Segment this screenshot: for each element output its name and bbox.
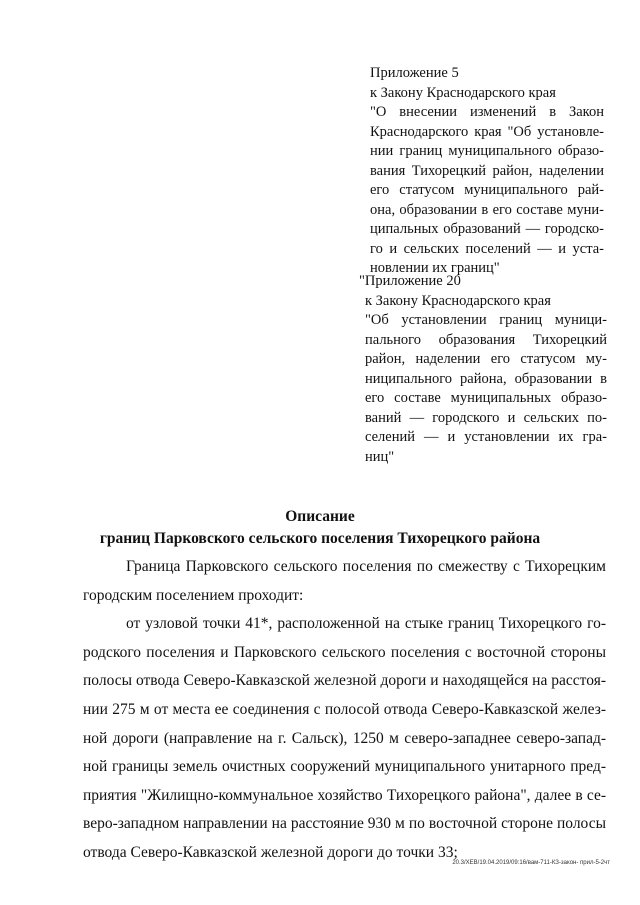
document-title bbox=[0, 506, 640, 550]
paragraph-line: ной границы земель очистных сооружений муниципального унитарного пред- bbox=[83, 758, 606, 776]
paragraph-line: от узловой точки 41*, расположенной на стыке границ Тихорецкого го- bbox=[126, 615, 606, 633]
appendix-20-line: к Закону Краснодарского края bbox=[365, 292, 551, 309]
paragraph-line: приятия "Жилищно-коммунальное хозяйство Тихорецкого района", далее в се- bbox=[83, 786, 606, 804]
appendix-5-header bbox=[370, 64, 604, 279]
appendix-20-line: его составе муниципальных образо- bbox=[365, 390, 607, 406]
appendix-20-line: селений — и установлении их гра- bbox=[365, 429, 607, 445]
document-body bbox=[83, 553, 606, 868]
title-line-2: границ Парковского сельского поселения Тихорецкого района bbox=[99, 530, 541, 547]
appendix-5-line: новлении их границ" bbox=[370, 260, 500, 276]
appendix-5-line: она, образовании в его составе муни- bbox=[370, 201, 604, 218]
paragraph-line: городским поселением проходит: bbox=[83, 586, 304, 604]
appendix-5-line: го и сельских поселений — и уста- bbox=[370, 240, 604, 257]
appendix-5-line: его статусом муниципального рай- bbox=[370, 182, 604, 198]
appendix-5-line: к Закону Краснодарского края bbox=[370, 84, 556, 101]
appendix-5-line: вания Тихорецкий район, наделении bbox=[370, 162, 604, 179]
appendix-5-line: "О внесении изменений в Закон bbox=[370, 104, 604, 120]
title-line-1: Описание bbox=[285, 508, 355, 525]
appendix-20-line: район, наделении его статусом му- bbox=[365, 351, 607, 367]
appendix-5-line: Краснодарского края "Об установле- bbox=[370, 123, 604, 140]
paragraph-line: отвода Северо-Кавказской железной дороги до точки 33; bbox=[83, 843, 458, 861]
paragraph-line: нии 275 м от места ее соединения с полосой отвода Северо-Кавказской желез- bbox=[83, 700, 606, 718]
appendix-20-line: пального образования Тихорецкий bbox=[365, 331, 607, 348]
appendix-20-line: ниц" bbox=[365, 448, 395, 465]
paragraph-line: ной дороги (направление на г. Сальск), 1250 м северо-западнее северо-запад- bbox=[83, 729, 606, 747]
appendix-20-line: ваний — городского и сельских по- bbox=[365, 409, 607, 426]
appendix-20-line: ниципального района, образовании в bbox=[365, 370, 607, 387]
appendix-5-line: ципальных образований — городско- bbox=[370, 221, 604, 237]
appendix-5-line: Приложение 5 bbox=[370, 65, 459, 81]
appendix-20-line: "Об установлении границ муници- bbox=[365, 312, 607, 328]
paragraph-2 bbox=[83, 610, 606, 867]
footer-reference: 20.3/XEB/19.04.2019/09:16/вам-711-КЗ-закон- прил-5-2чт bbox=[452, 860, 610, 866]
paragraph-1 bbox=[83, 553, 606, 610]
paragraph-line: родского поселения и Парковского сельского поселения с восточной стороны bbox=[83, 643, 606, 661]
appendix-20-line: "Приложение 20 bbox=[359, 273, 461, 289]
paragraph-line: полосы отвода Северо-Кавказской железной дороги и находящейся на расстоя- bbox=[83, 672, 606, 690]
paragraph-line: веро-западном направлении на расстояние 930 м по восточной стороне полосы bbox=[83, 815, 606, 833]
appendix-5-line: нии границ муниципального образо- bbox=[370, 143, 604, 159]
paragraph-line: Граница Парковского сельского поселения по смежеству с Тихорецким bbox=[126, 558, 606, 575]
appendix-20-header bbox=[359, 272, 607, 467]
